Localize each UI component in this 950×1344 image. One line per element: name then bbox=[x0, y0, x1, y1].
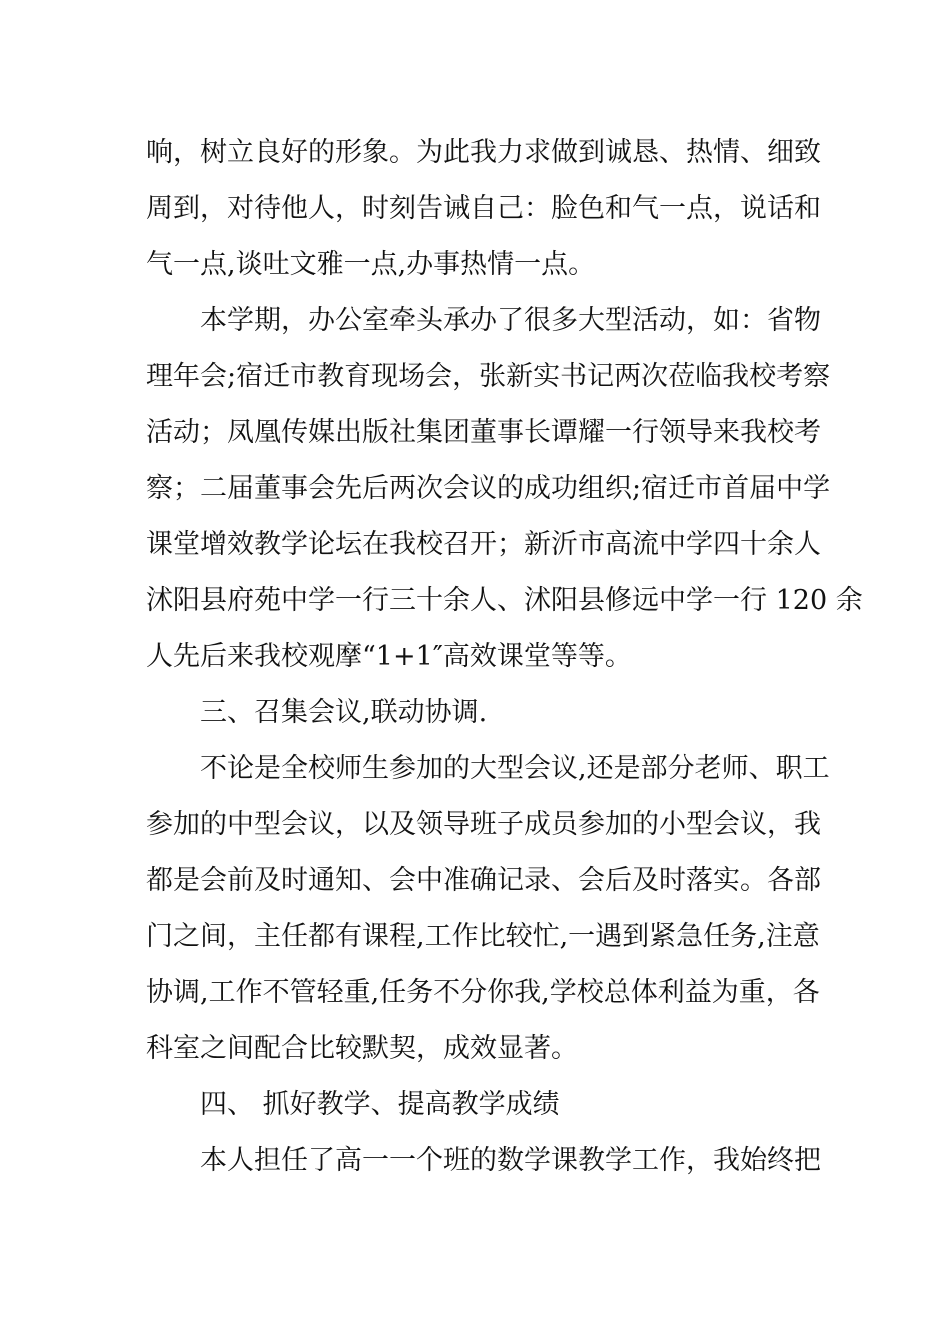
paragraph-line: 参加的中型会议，以及领导班子成员参加的小型会议，我 bbox=[146, 809, 821, 840]
paragraph-line: 察；二届董事会先后两次会议的成功组织;宿迁市首届中学 bbox=[146, 473, 831, 504]
paragraph-line: 沭阳县府苑中学一行三十余人、沭阳县修远中学一行 120 余 bbox=[146, 585, 863, 616]
paragraph-line: 课堂增效教学论坛在我校召开；新沂市高流中学四十余人 bbox=[146, 529, 821, 560]
section-heading: 四、 抓好教学、提高教学成绩 bbox=[200, 1089, 560, 1120]
paragraph-line: 协调,工作不管轻重,任务不分你我,学校总体利益为重，各 bbox=[146, 977, 820, 1008]
paragraph-line: 周到，对待他人，时刻告诫自己：脸色和气一点，说话和 bbox=[146, 193, 821, 224]
section-heading: 三、召集会议,联动协调. bbox=[200, 697, 488, 728]
paragraph-line: 理年会;宿迁市教育现场会，张新实书记两次莅临我校考察 bbox=[146, 361, 831, 392]
paragraph-line: 气一点,谈吐文雅一点,办事热情一点。 bbox=[146, 249, 596, 280]
paragraph-line: 活动；凤凰传媒出版社集团董事长谭耀一行领导来我校考 bbox=[146, 417, 821, 448]
paragraph-line: 人先后来我校观摩“1+1″高效课堂等等。 bbox=[146, 641, 632, 672]
paragraph-line: 响，树立良好的形象。为此我力求做到诚恳、热情、细致 bbox=[146, 137, 821, 168]
paragraph-line: 科室之间配合比较默契，成效显著。 bbox=[146, 1033, 578, 1064]
paragraph-line: 本学期，办公室牵头承办了很多大型活动，如：省物 bbox=[200, 305, 821, 336]
paragraph-line: 本人担任了高一一个班的数学课教学工作，我始终把 bbox=[200, 1145, 821, 1176]
paragraph-line: 不论是全校师生参加的大型会议,还是部分老师、职工 bbox=[200, 753, 830, 784]
paragraph-line: 都是会前及时通知、会中准确记录、会后及时落实。各部 bbox=[146, 865, 821, 896]
paragraph-line: 门之间，主任都有课程,工作比较忙,一遇到紧急任务,注意 bbox=[146, 921, 820, 952]
